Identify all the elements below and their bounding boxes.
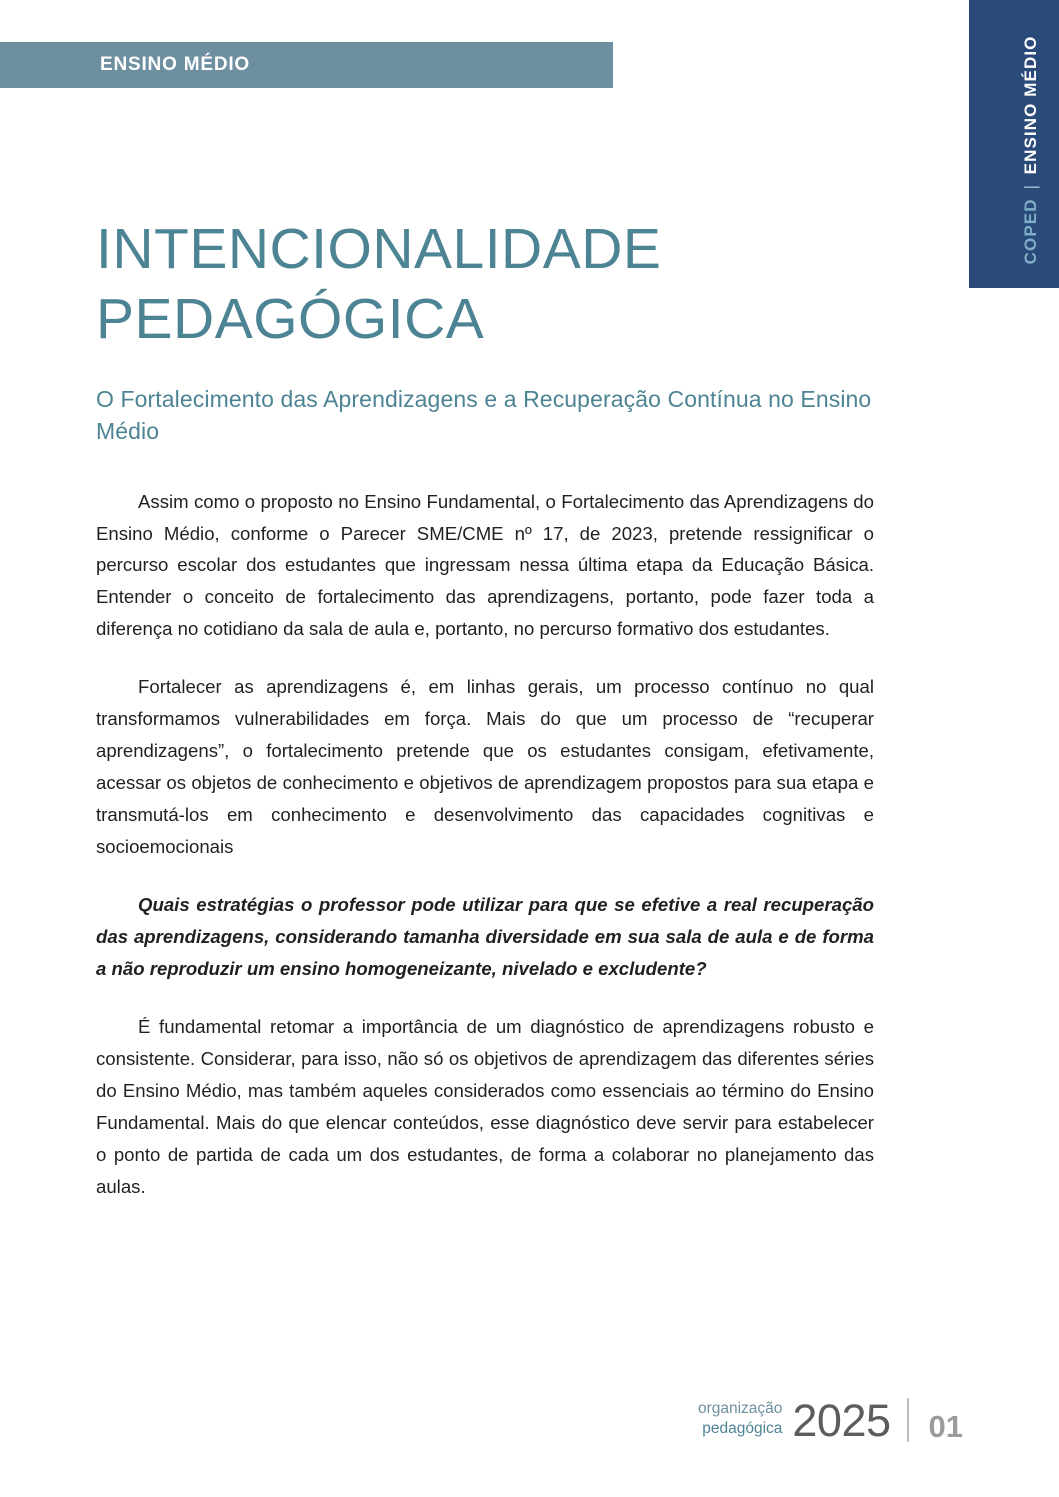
highlighted-question: Quais estratégias o professor pode utilizar para que se efetive a real recuperação das aprendizagens, considerando tamanha diversidade em sua sala de aula e de forma a não reproduzir um ensino homogeneizante, nivelado e excludente? [96,894,874,980]
side-tab-text [1021,36,1041,264]
footer-org-line2: pedagógica [702,1419,783,1437]
page-footer [697,1395,963,1446]
footer-year: 2025 [792,1395,891,1446]
document-body [96,215,874,1203]
footer-divider [907,1398,909,1442]
side-tab-section: ENSINO MÉDIO [1021,35,1040,175]
body-paragraph-3: É fundamental retomar a importância de um diagnóstico de aprendizagens robusto e consistente. Considerar, para isso, não só os objetivos de aprendizagem das diferentes séries do Ensino Médio, mas também aqueles considerados como essenciais ao término do Ensino Fundamental. Mais do que elencar conteúdos, esse diagnóstico deve servir para estabelecer o ponto de partida de cada um dos estudantes, de forma a colaborar no planejamento das aulas. [96,1016,874,1197]
body-paragraph-2: Fortalecer as aprendizagens é, em linhas gerais, um processo contínuo no qual transformamos vulnerabilidades em força. Mais do que um processo de “recuperar aprendizagens”, o fortalecimento pretende que os estudantes consigam, efetivamente, acessar os objetos de conhecimento e objetivos de aprendizagem propostos para sua etapa e transmutá-los em conhecimento e desenvolvimento das capacidades cognitivas e socioemocionais [96,676,874,858]
side-tab-brand: COPED [1021,198,1040,264]
side-tab [969,0,1059,288]
page-subtitle: O Fortalecimento das Aprendizagens e a Recuperação Contínua no Ensino Médio [96,386,872,444]
body-paragraph-1: Assim como o proposto no Ensino Fundamental, o Fortalecimento das Aprendizagens do Ensino Médio, conforme o Parecer SME/CME nº 17, de 2023, pretende ressignificar o percurso escolar dos estudantes que ingressam nessa última etapa da Educação Básica. Entender o conceito de fortalecimento das aprendizagens, portanto, pode fazer toda a diferença no cotidiano da sala de aula e, portanto, no percurso formativo dos estudantes. [96,490,874,640]
page-title: INTENCIONALIDADE PEDAGÓGICA [96,217,662,351]
footer-org-line1: organização [697,1400,783,1418]
section-header-band [0,42,613,88]
footer-organization [698,1399,782,1445]
side-tab-separator: | [1021,183,1040,190]
section-header-label: ENSINO MÉDIO [100,54,251,75]
page-number: 01 [928,1409,963,1444]
